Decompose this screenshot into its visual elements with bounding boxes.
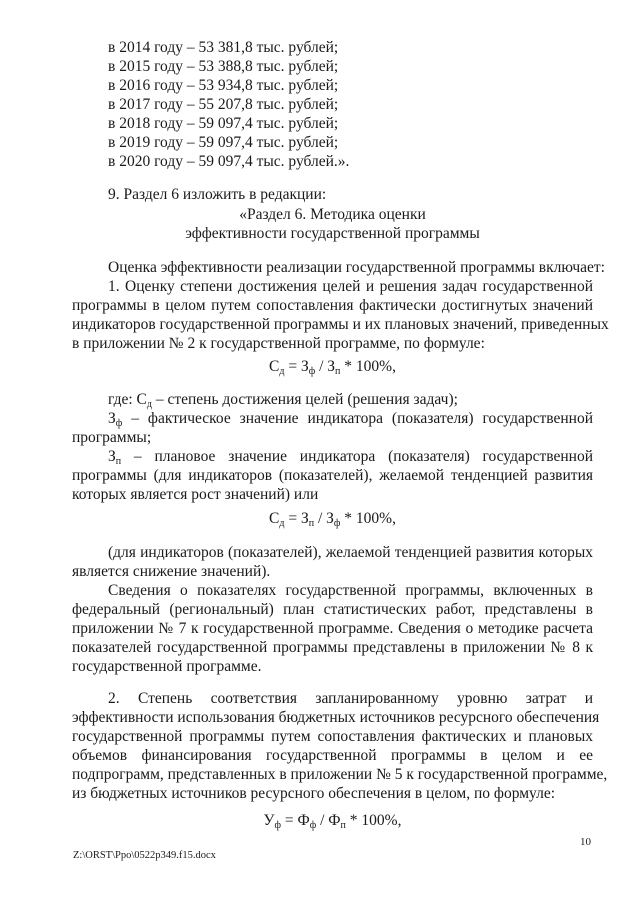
definition-z-plan-cont: которых является рост значений) или <box>72 486 319 503</box>
funding-line: в 2018 году – 59 097,4 тыс. рублей; <box>108 115 339 132</box>
formula-1: $С_д = З_ф / З_п * 100\%$, <box>269 358 396 377</box>
formula-2: $С_д = З_п / З_ф * 100\%$, <box>269 510 396 529</box>
paragraph-line: государственной программе. <box>72 658 262 675</box>
paragraph-line: приложении № 7 к государственной программе. Сведения о методике расчета <box>72 620 593 637</box>
paragraph-line: эффективности использования бюджетных источников ресурсного обеспечения <box>72 709 600 726</box>
paragraph-line: является снижение значений). <box>72 563 271 580</box>
paragraph-line: программы в целом путем сопоставления фактически достигнутых значений <box>72 297 593 314</box>
formula-3: $У_ф = Ф_ф / Ф_п * 100\%$, <box>263 812 402 831</box>
paragraph-line: Сведения о показателях государственной программы, включенных в <box>108 582 593 599</box>
paragraph-line: из бюджетных источников ресурсного обеспечения в целом, по формуле: <box>72 785 556 802</box>
paragraph-line: индикаторов государственной программы и их плановых значений, приведенных <box>72 316 609 333</box>
funding-line: в 2014 году – 53 381,8 тыс. рублей; <box>108 39 339 56</box>
paragraph-line: федеральный (региональный) план статистических работ, представлены в <box>72 601 593 618</box>
page-number: 10 <box>580 836 591 848</box>
intro-paragraph: Оценка эффективности реализации государственной программы включает: <box>108 259 605 276</box>
funding-line: в 2019 году – 59 097,4 тыс. рублей; <box>108 134 339 151</box>
item-9-text: 9. Раздел 6 изложить в редакции: <box>108 186 327 203</box>
definition-z-fact: $З_ф$ – фактическое значение индикатора (показателя) государственной <box>108 410 593 429</box>
funding-line: в 2017 году – 55 207,8 тыс. рублей; <box>108 96 339 113</box>
paragraph-line: 2. Степень соответствия запланированному уровню затрат и <box>108 690 593 707</box>
definition-z-plan: $З_п$ – плановое значение индикатора (показателя) государственной <box>108 448 593 467</box>
footer-file-path: Z:\ORST\Ppo\0522p349.f15.docx <box>73 850 216 861</box>
section-title-line-1: «Раздел 6. Методика оценки <box>239 206 426 223</box>
definition-z-plan-cont: программы (для индикаторов (показателей), желаемой тенденцией развития <box>72 467 593 484</box>
paragraph-line: (для индикаторов (показателей), желаемой тенденцией развития которых <box>108 544 593 561</box>
definition-z-fact-cont: программы; <box>72 429 152 446</box>
paragraph-line: 1. Оценку степени достижения целей и решения задач государственной <box>108 278 593 295</box>
paragraph-line: подпрограмм, представленных в приложении № 5 к государственной программе, <box>72 766 608 783</box>
funding-line: в 2016 году – 53 934,8 тыс. рублей; <box>108 77 339 94</box>
paragraph-line: в приложении № 2 к государственной программе, по формуле: <box>72 335 485 352</box>
paragraph-line: государственной программы путем сопоставления фактических и плановых <box>72 728 593 745</box>
funding-line: в 2015 году – 53 388,8 тыс. рублей; <box>108 58 339 75</box>
funding-line: в 2020 году – 59 097,4 тыс. рублей.». <box>108 153 350 170</box>
section-title-line-2: эффективности государственной программы <box>185 225 480 242</box>
paragraph-line: объемов финансирования государственной программы в целом и ее <box>72 747 593 764</box>
paragraph-line: показателей государственной программы представлены в приложении № 8 к <box>72 639 593 656</box>
where-definition-line: где: $С_д$ – степень достижения целей (решения задач); <box>108 391 458 410</box>
